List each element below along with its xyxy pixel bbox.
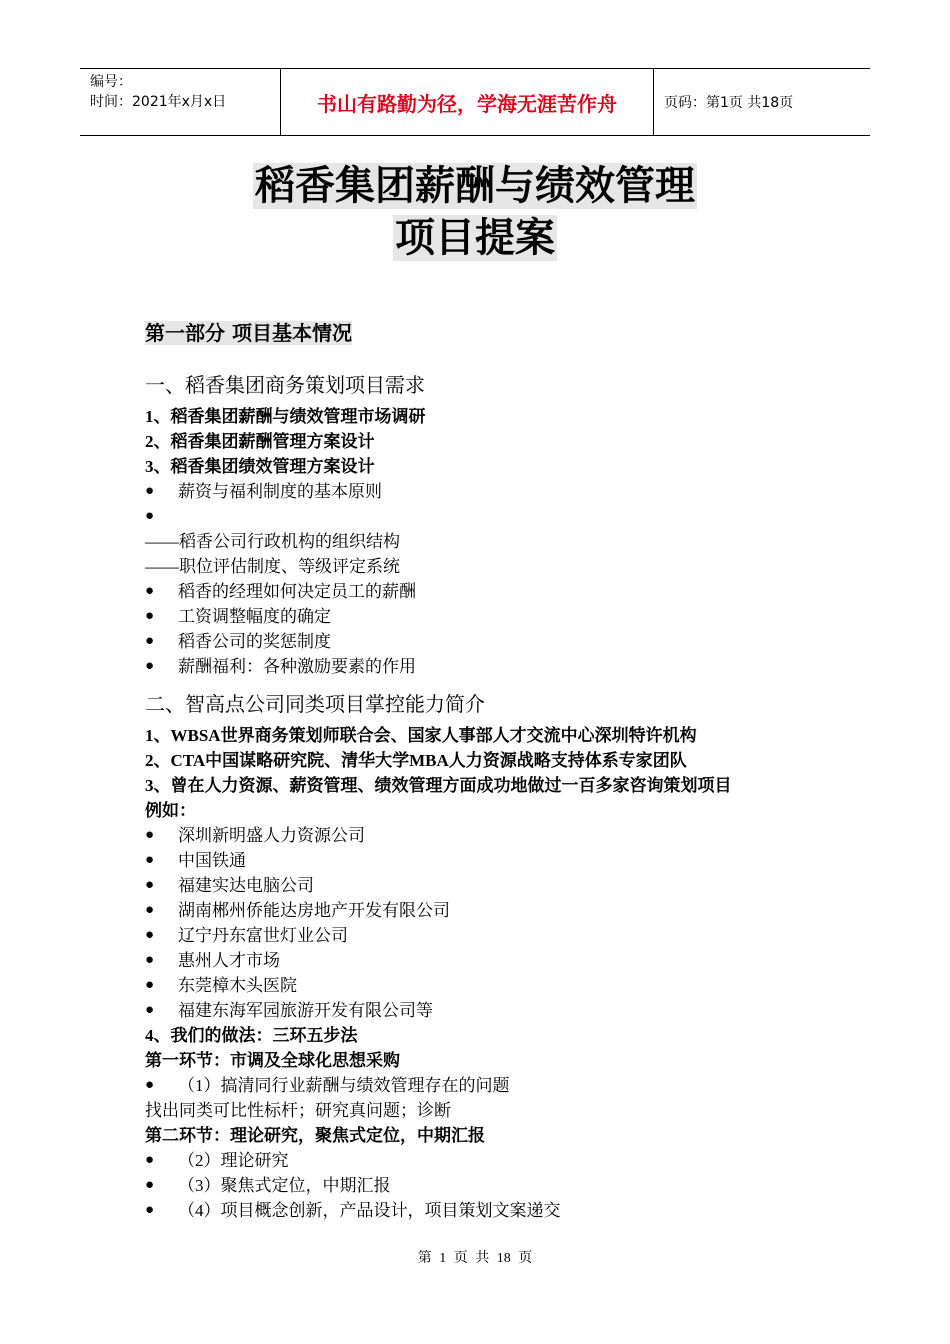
- part-heading: [145, 318, 865, 348]
- step2-bullet: [145, 1198, 865, 1223]
- example-item: [145, 873, 865, 898]
- number-label: 编号：: [90, 74, 132, 90]
- bullet-dot-icon: ●: [145, 583, 155, 599]
- bullet-text: 福建东海军园旅游开发有限公司等: [178, 1001, 433, 1020]
- bullet-text: 薪酬福利：各种激励要素的作用: [178, 657, 416, 676]
- document-title-line1: [0, 162, 950, 210]
- bullet-item: [145, 479, 865, 504]
- header-page-info: 页码：第1页 共18页: [664, 95, 794, 111]
- bullet-text: 稻香的经理如何决定员工的薪酬: [178, 582, 416, 601]
- bullet-dot-icon: ●: [145, 852, 155, 868]
- time-label: 时间：2021年x月x日: [90, 94, 227, 110]
- title-line2-text: 项目提案: [395, 215, 555, 261]
- example-label: 例如：: [145, 801, 196, 820]
- bullet-dot-icon: ●: [145, 1177, 155, 1193]
- bullet-item: [145, 604, 865, 629]
- dash-line: ——稻香公司行政机构的组织结构: [145, 532, 400, 551]
- bullet-text: 中国铁通: [178, 851, 246, 870]
- example-item: [145, 973, 865, 998]
- example-item: [145, 848, 865, 873]
- bullet-text: 工资调整幅度的确定: [178, 607, 331, 626]
- bullet-text: 辽宁丹东富世灯业公司: [178, 926, 348, 945]
- bullet-item-empty: [145, 504, 865, 529]
- section2-item: 1、WBSA世界商务策划师联合会、国家人事部人才交流中心深圳特许机构: [145, 726, 697, 745]
- dash-line: ——职位评估制度、等级评定系统: [145, 557, 400, 576]
- section1-item: 1、稻香集团薪酬与绩效管理市场调研: [145, 407, 426, 426]
- step1-note: 找出同类可比性标杆；研究真问题；诊断: [145, 1101, 451, 1120]
- bullet-dot-icon: ●: [145, 952, 155, 968]
- bullet-text: （2）理论研究: [178, 1151, 289, 1170]
- bullet-dot-icon: ●: [145, 658, 155, 674]
- bullet-text: 福建实达电脑公司: [178, 876, 314, 895]
- bullet-dot-icon: ●: [145, 977, 155, 993]
- bullet-text: （1）搞清同行业薪酬与绩效管理存在的问题: [178, 1076, 510, 1095]
- example-item: [145, 823, 865, 848]
- method-heading: 4、我们的做法：三环五步法: [145, 1026, 358, 1045]
- section2-item: 2、CTA中国谋略研究院、清华大学MBA人力资源战略支持体系专家团队: [145, 751, 687, 770]
- bullet-dot-icon: ●: [145, 1152, 155, 1168]
- bullet-dot-icon: ●: [145, 508, 155, 524]
- bullet-dot-icon: ●: [145, 827, 155, 843]
- bullet-dot-icon: ●: [145, 1002, 155, 1018]
- bullet-dot-icon: ●: [145, 608, 155, 624]
- bullet-dot-icon: ●: [145, 1077, 155, 1093]
- section2-heading: 二、智高点公司同类项目掌控能力简介: [145, 692, 485, 716]
- spacer: [145, 679, 865, 689]
- bullet-text: 深圳新明盛人力资源公司: [178, 826, 365, 845]
- bullet-dot-icon: ●: [145, 877, 155, 893]
- document-body: [145, 318, 865, 1223]
- bullet-dot-icon: ●: [145, 633, 155, 649]
- title-line1-text: 稻香集团薪酬与绩效管理: [255, 163, 695, 209]
- example-item: [145, 948, 865, 973]
- section1-heading: 一、稻香集团商务策划项目需求: [145, 373, 425, 397]
- bullet-text: 湖南郴州侨能达房地产开发有限公司: [178, 901, 450, 920]
- bullet-text: 东莞樟木头医院: [178, 976, 297, 995]
- bullet-dot-icon: ●: [145, 1202, 155, 1218]
- header-motto: 书山有路勤为径，学海无涯苦作舟: [281, 69, 654, 135]
- bullet-item: [145, 654, 865, 679]
- bullet-text: （4）项目概念创新，产品设计，项目策划文案递交: [178, 1201, 561, 1220]
- section1-item: 2、稻香集团薪酬管理方案设计: [145, 432, 375, 451]
- step2-bullet: [145, 1173, 865, 1198]
- part-heading-text: 第一部分 项目基本情况: [145, 321, 352, 345]
- bullet-text: （3）聚焦式定位，中期汇报: [178, 1176, 391, 1195]
- step2-bullet: [145, 1148, 865, 1173]
- step1-heading: 第一环节：市调及全球化思想采购: [145, 1051, 400, 1070]
- page-footer: 第 1 页 共 18 页: [417, 1251, 533, 1266]
- page-header: [80, 68, 870, 136]
- bullet-item: [145, 629, 865, 654]
- bullet-dot-icon: ●: [145, 927, 155, 943]
- bullet-item: [145, 579, 865, 604]
- header-meta: [80, 69, 281, 135]
- bullet-dot-icon: ●: [145, 902, 155, 918]
- example-item: [145, 998, 865, 1023]
- bullet-text: 惠州人才市场: [178, 951, 280, 970]
- document-title-line2: [0, 214, 950, 262]
- step1-bullet: [145, 1073, 865, 1098]
- section2-item: 3、曾在人力资源、薪资管理、绩效管理方面成功地做过一百多家咨询策划项目: [145, 776, 732, 795]
- bullet-text: 薪资与福利制度的基本原则: [178, 482, 382, 501]
- example-item: [145, 923, 865, 948]
- bullet-dot-icon: ●: [145, 483, 155, 499]
- section1-item: 3、稻香集团绩效管理方案设计: [145, 457, 375, 476]
- bullet-text: 稻香公司的奖惩制度: [178, 632, 331, 651]
- example-item: [145, 898, 865, 923]
- step2-heading: 第二环节：理论研究，聚焦式定位，中期汇报: [145, 1126, 485, 1145]
